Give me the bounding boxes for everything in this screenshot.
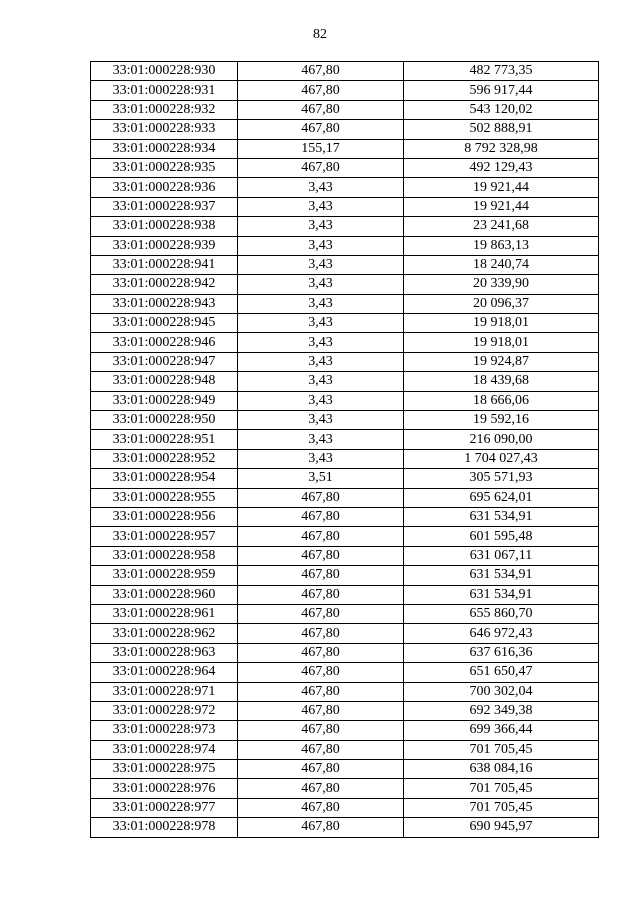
value-cell: 651 650,47 xyxy=(404,663,599,682)
page-number: 82 xyxy=(313,27,327,42)
value-cell: 631 534,91 xyxy=(404,507,599,526)
area-cell: 467,80 xyxy=(238,62,404,81)
value-cell: 638 084,16 xyxy=(404,760,599,779)
area-cell: 467,80 xyxy=(238,818,404,837)
value-cell: 18 439,68 xyxy=(404,372,599,391)
value-cell: 20 096,37 xyxy=(404,294,599,313)
cadastral-number-cell: 33:01:000228:976 xyxy=(91,779,238,798)
area-cell: 467,80 xyxy=(238,566,404,585)
value-cell: 19 924,87 xyxy=(404,352,599,371)
area-cell: 467,80 xyxy=(238,643,404,662)
table-row xyxy=(91,682,599,701)
area-cell: 3,43 xyxy=(238,372,404,391)
table-row xyxy=(91,411,599,430)
value-cell: 18 666,06 xyxy=(404,391,599,410)
table-row xyxy=(91,391,599,410)
table-row xyxy=(91,566,599,585)
cadastral-number-cell: 33:01:000228:978 xyxy=(91,818,238,837)
value-cell: 216 090,00 xyxy=(404,430,599,449)
area-cell: 467,80 xyxy=(238,798,404,817)
cadastral-number-cell: 33:01:000228:960 xyxy=(91,585,238,604)
area-cell: 3,43 xyxy=(238,391,404,410)
area-cell: 3,43 xyxy=(238,430,404,449)
value-cell: 596 917,44 xyxy=(404,81,599,100)
table-row xyxy=(91,158,599,177)
cadastral-number-cell: 33:01:000228:932 xyxy=(91,100,238,119)
table-row xyxy=(91,469,599,488)
table-row xyxy=(91,624,599,643)
value-cell: 699 366,44 xyxy=(404,721,599,740)
area-cell: 467,80 xyxy=(238,100,404,119)
area-cell: 467,80 xyxy=(238,701,404,720)
value-cell: 690 945,97 xyxy=(404,818,599,837)
cadastral-number-cell: 33:01:000228:963 xyxy=(91,643,238,662)
area-cell: 467,80 xyxy=(238,760,404,779)
value-cell: 19 592,16 xyxy=(404,411,599,430)
table-row xyxy=(91,314,599,333)
cadastral-number-cell: 33:01:000228:941 xyxy=(91,255,238,274)
cadastral-number-cell: 33:01:000228:959 xyxy=(91,566,238,585)
cadastral-number-cell: 33:01:000228:954 xyxy=(91,469,238,488)
area-cell: 467,80 xyxy=(238,507,404,526)
area-cell: 467,80 xyxy=(238,624,404,643)
table-row xyxy=(91,643,599,662)
cadastral-number-cell: 33:01:000228:971 xyxy=(91,682,238,701)
value-cell: 502 888,91 xyxy=(404,120,599,139)
value-cell: 631 067,11 xyxy=(404,546,599,565)
cadastral-number-cell: 33:01:000228:931 xyxy=(91,81,238,100)
table-row xyxy=(91,294,599,313)
table-row xyxy=(91,507,599,526)
table-row xyxy=(91,527,599,546)
value-cell: 23 241,68 xyxy=(404,217,599,236)
value-cell: 637 616,36 xyxy=(404,643,599,662)
table-row xyxy=(91,255,599,274)
value-cell: 482 773,35 xyxy=(404,62,599,81)
table-row xyxy=(91,372,599,391)
value-cell: 19 918,01 xyxy=(404,314,599,333)
cadastral-number-cell: 33:01:000228:946 xyxy=(91,333,238,352)
area-cell: 3,43 xyxy=(238,294,404,313)
area-cell: 3,43 xyxy=(238,217,404,236)
cadastral-number-cell: 33:01:000228:948 xyxy=(91,372,238,391)
area-cell: 467,80 xyxy=(238,779,404,798)
area-cell: 467,80 xyxy=(238,488,404,507)
cadastral-number-cell: 33:01:000228:961 xyxy=(91,604,238,623)
value-cell: 695 624,01 xyxy=(404,488,599,507)
table-row xyxy=(91,701,599,720)
table-row xyxy=(91,818,599,837)
area-cell: 467,80 xyxy=(238,682,404,701)
cadastral-number-cell: 33:01:000228:955 xyxy=(91,488,238,507)
value-cell: 700 302,04 xyxy=(404,682,599,701)
table-row xyxy=(91,197,599,216)
cadastral-number-cell: 33:01:000228:962 xyxy=(91,624,238,643)
table-row xyxy=(91,760,599,779)
area-cell: 3,43 xyxy=(238,449,404,468)
area-cell: 467,80 xyxy=(238,527,404,546)
table-row xyxy=(91,779,599,798)
area-cell: 467,80 xyxy=(238,604,404,623)
value-cell: 19 921,44 xyxy=(404,178,599,197)
cadastral-number-cell: 33:01:000228:933 xyxy=(91,120,238,139)
cadastral-number-cell: 33:01:000228:942 xyxy=(91,275,238,294)
table-row xyxy=(91,333,599,352)
table-row xyxy=(91,81,599,100)
value-cell: 701 705,45 xyxy=(404,740,599,759)
area-cell: 3,43 xyxy=(238,236,404,255)
value-cell: 19 863,13 xyxy=(404,236,599,255)
area-cell: 3,43 xyxy=(238,197,404,216)
cadastral-number-cell: 33:01:000228:930 xyxy=(91,62,238,81)
cadastral-number-cell: 33:01:000228:949 xyxy=(91,391,238,410)
area-cell: 467,80 xyxy=(238,120,404,139)
table-row xyxy=(91,217,599,236)
area-cell: 467,80 xyxy=(238,585,404,604)
cadastral-number-cell: 33:01:000228:977 xyxy=(91,798,238,817)
table-row xyxy=(91,178,599,197)
table-row xyxy=(91,100,599,119)
value-cell: 631 534,91 xyxy=(404,585,599,604)
cadastral-number-cell: 33:01:000228:950 xyxy=(91,411,238,430)
table-row xyxy=(91,62,599,81)
value-cell: 1 704 027,43 xyxy=(404,449,599,468)
area-cell: 3,43 xyxy=(238,275,404,294)
cadastral-number-cell: 33:01:000228:951 xyxy=(91,430,238,449)
cadastral-number-cell: 33:01:000228:945 xyxy=(91,314,238,333)
cadastral-number-cell: 33:01:000228:974 xyxy=(91,740,238,759)
value-cell: 18 240,74 xyxy=(404,255,599,274)
value-cell: 492 129,43 xyxy=(404,158,599,177)
table-row xyxy=(91,139,599,158)
value-cell: 305 571,93 xyxy=(404,469,599,488)
table-row xyxy=(91,798,599,817)
area-cell: 155,17 xyxy=(238,139,404,158)
cadastral-number-cell: 33:01:000228:958 xyxy=(91,546,238,565)
cadastral-number-cell: 33:01:000228:934 xyxy=(91,139,238,158)
table-row xyxy=(91,275,599,294)
table-row xyxy=(91,604,599,623)
cadastral-table xyxy=(90,61,599,838)
cadastral-number-cell: 33:01:000228:975 xyxy=(91,760,238,779)
value-cell: 692 349,38 xyxy=(404,701,599,720)
table-row xyxy=(91,430,599,449)
area-cell: 467,80 xyxy=(238,81,404,100)
cadastral-number-cell: 33:01:000228:964 xyxy=(91,663,238,682)
area-cell: 467,80 xyxy=(238,663,404,682)
table-row xyxy=(91,352,599,371)
table-row xyxy=(91,546,599,565)
cadastral-number-cell: 33:01:000228:952 xyxy=(91,449,238,468)
cadastral-number-cell: 33:01:000228:935 xyxy=(91,158,238,177)
cadastral-number-cell: 33:01:000228:956 xyxy=(91,507,238,526)
area-cell: 467,80 xyxy=(238,546,404,565)
cadastral-number-cell: 33:01:000228:937 xyxy=(91,197,238,216)
value-cell: 8 792 328,98 xyxy=(404,139,599,158)
table-row xyxy=(91,236,599,255)
area-cell: 3,43 xyxy=(238,255,404,274)
cadastral-number-cell: 33:01:000228:947 xyxy=(91,352,238,371)
table-row xyxy=(91,721,599,740)
table-body xyxy=(91,62,599,838)
area-cell: 3,43 xyxy=(238,314,404,333)
value-cell: 701 705,45 xyxy=(404,798,599,817)
table-row xyxy=(91,663,599,682)
table-row xyxy=(91,740,599,759)
cadastral-number-cell: 33:01:000228:957 xyxy=(91,527,238,546)
table-row xyxy=(91,585,599,604)
area-cell: 467,80 xyxy=(238,721,404,740)
cadastral-number-cell: 33:01:000228:972 xyxy=(91,701,238,720)
cadastral-number-cell: 33:01:000228:973 xyxy=(91,721,238,740)
value-cell: 543 120,02 xyxy=(404,100,599,119)
value-cell: 19 921,44 xyxy=(404,197,599,216)
value-cell: 19 918,01 xyxy=(404,333,599,352)
area-cell: 467,80 xyxy=(238,158,404,177)
area-cell: 467,80 xyxy=(238,740,404,759)
cadastral-number-cell: 33:01:000228:939 xyxy=(91,236,238,255)
cadastral-number-cell: 33:01:000228:943 xyxy=(91,294,238,313)
value-cell: 601 595,48 xyxy=(404,527,599,546)
table-row xyxy=(91,120,599,139)
area-cell: 3,43 xyxy=(238,352,404,371)
value-cell: 631 534,91 xyxy=(404,566,599,585)
area-cell: 3,51 xyxy=(238,469,404,488)
value-cell: 655 860,70 xyxy=(404,604,599,623)
cadastral-number-cell: 33:01:000228:936 xyxy=(91,178,238,197)
area-cell: 3,43 xyxy=(238,411,404,430)
cadastral-number-cell: 33:01:000228:938 xyxy=(91,217,238,236)
area-cell: 3,43 xyxy=(238,333,404,352)
value-cell: 20 339,90 xyxy=(404,275,599,294)
table-row xyxy=(91,488,599,507)
area-cell: 3,43 xyxy=(238,178,404,197)
value-cell: 701 705,45 xyxy=(404,779,599,798)
value-cell: 646 972,43 xyxy=(404,624,599,643)
table-row xyxy=(91,449,599,468)
